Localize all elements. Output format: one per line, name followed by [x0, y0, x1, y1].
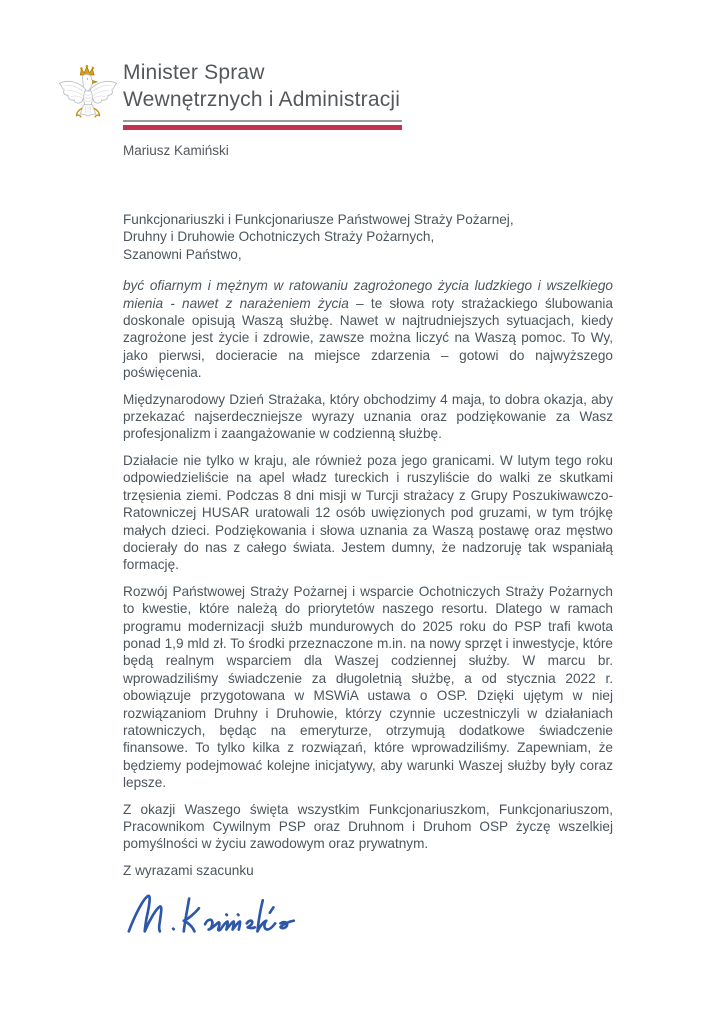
signature-ink-icon — [123, 887, 328, 942]
closing-phrase: Z wyrazami szacunku — [123, 862, 254, 878]
paragraph-turkey-mission: Działacie nie tylko w kraju, ale również poza jego granicami. W lutym tego roku odpowiedzieliście na apel władz tureckich i ruszyliście do walki ze skutkami trzęsienia ziemi. Podczas 8 dni misji w Turcji strażacy z Grupy Poszukiwawczo-Ratowniczej HUSAR uratowali 12 osób uwięzionych pod gruzami, w tym trójkę małych dzieci. Podziękowania i słowa uznania za Waszą postawę oraz męstwo docierały do nas z całego świata. Jestem dumny, że nadzoruję tak wspaniałą formację. — [123, 452, 613, 573]
salutation — [123, 211, 613, 263]
signature-handwriting — [123, 887, 613, 943]
paragraph-wishes: Z okazji Waszego święta wszystkim Funkcjonariuszkom, Funkcjonariuszom, Pracownikom Cywilnym PSP oraz Druhnom i Druhom OSP życzę wszelkiej pomyślności w życiu zawodowym oraz prywatnym. — [123, 801, 613, 852]
salutation-line-3: Szanowni Państwo, — [123, 246, 242, 262]
ministry-title-line1: Minister Spraw — [123, 61, 265, 84]
ministry-title-line2: Wewnętrznych i Administracji — [123, 87, 401, 111]
paragraph-oath — [123, 277, 613, 381]
paragraph-modernization: Rozwój Państwowej Straży Pożarnej i wsparcie Ochotniczych Straży Pożarnych to kwestie, które należą do priorytetów naszego resortu. Dlatego w ramach programu modernizacji służb mundurowych do 2025 roku do PSP trafi kwota ponad 1,9 mld zł. To środki przeznaczone m.in. na nowy sprzęt i inwestycje, które będą realnym wsparciem dla Waszej codziennej służby. W marcu br. wprowadziliśmy świadczenie za długoletnią służbę, a od stycznia 2022 r. obowiązuje przygotowana w MSWiA ustawa o OSP. Dzięki ujętym w niej rozwiązaniom Druhny i Druhowie, którzy czynnie uczestniczyli w działaniach ratowniczych, będąc na emeryturze, otrzymują dodatkowe świadczenie finansowe. To tylko kilka z rozwiązań, które wprowadziliśmy. Zapewniam, że będziemy podejmować kolejne inicjatywy, aby warunki Waszej służby były coraz lepsze. — [123, 583, 613, 791]
oath-rest: – te słowa roty strażackiego ślubowania doskonale opisują Waszą służbę. Nawet w najtrudniejszych sytuacjach, kiedy zagrożone jest życie i zdrowie, zawsze można liczyć na Waszą pomoc. To Wy, jako pierwsi, docieracie na miejsce zdarzenia – gotowi do najwyższego poświęcenia. — [123, 295, 613, 381]
polish-eagle-emblem — [55, 62, 121, 142]
minister-name: Mariusz Kamiński — [123, 143, 229, 158]
ministry-title — [123, 60, 615, 113]
flag-rule — [123, 120, 402, 130]
letter-body — [123, 211, 613, 943]
paragraph-firefighters-day: Międzynarodowy Dzień Strażaka, który obchodzimy 4 maja, to dobra okazja, aby przekazać najserdeczniejsze wyrazy uznania oraz podziękowanie za Wasz profesjonalizm i zaangażowanie w codzienną służbę. — [123, 391, 613, 442]
letterhead — [55, 60, 615, 158]
polish-eagle-icon — [55, 62, 121, 142]
salutation-line-2: Druhny i Druhowie Ochotniczych Straży Pożarnych, — [123, 229, 435, 245]
oath-quote-italic: być ofiarnym i mężnym w ratowaniu zagrożonego życia ludzkiego i wszelkiego mienia - nawet z narażeniem życia — [123, 278, 613, 311]
flag-rule-red-stripe — [123, 125, 402, 130]
salutation-line-1: Funkcjonariuszki i Funkcjonariusze Państwowej Straży Pożarnej, — [123, 212, 514, 227]
letterhead-text — [123, 60, 615, 158]
